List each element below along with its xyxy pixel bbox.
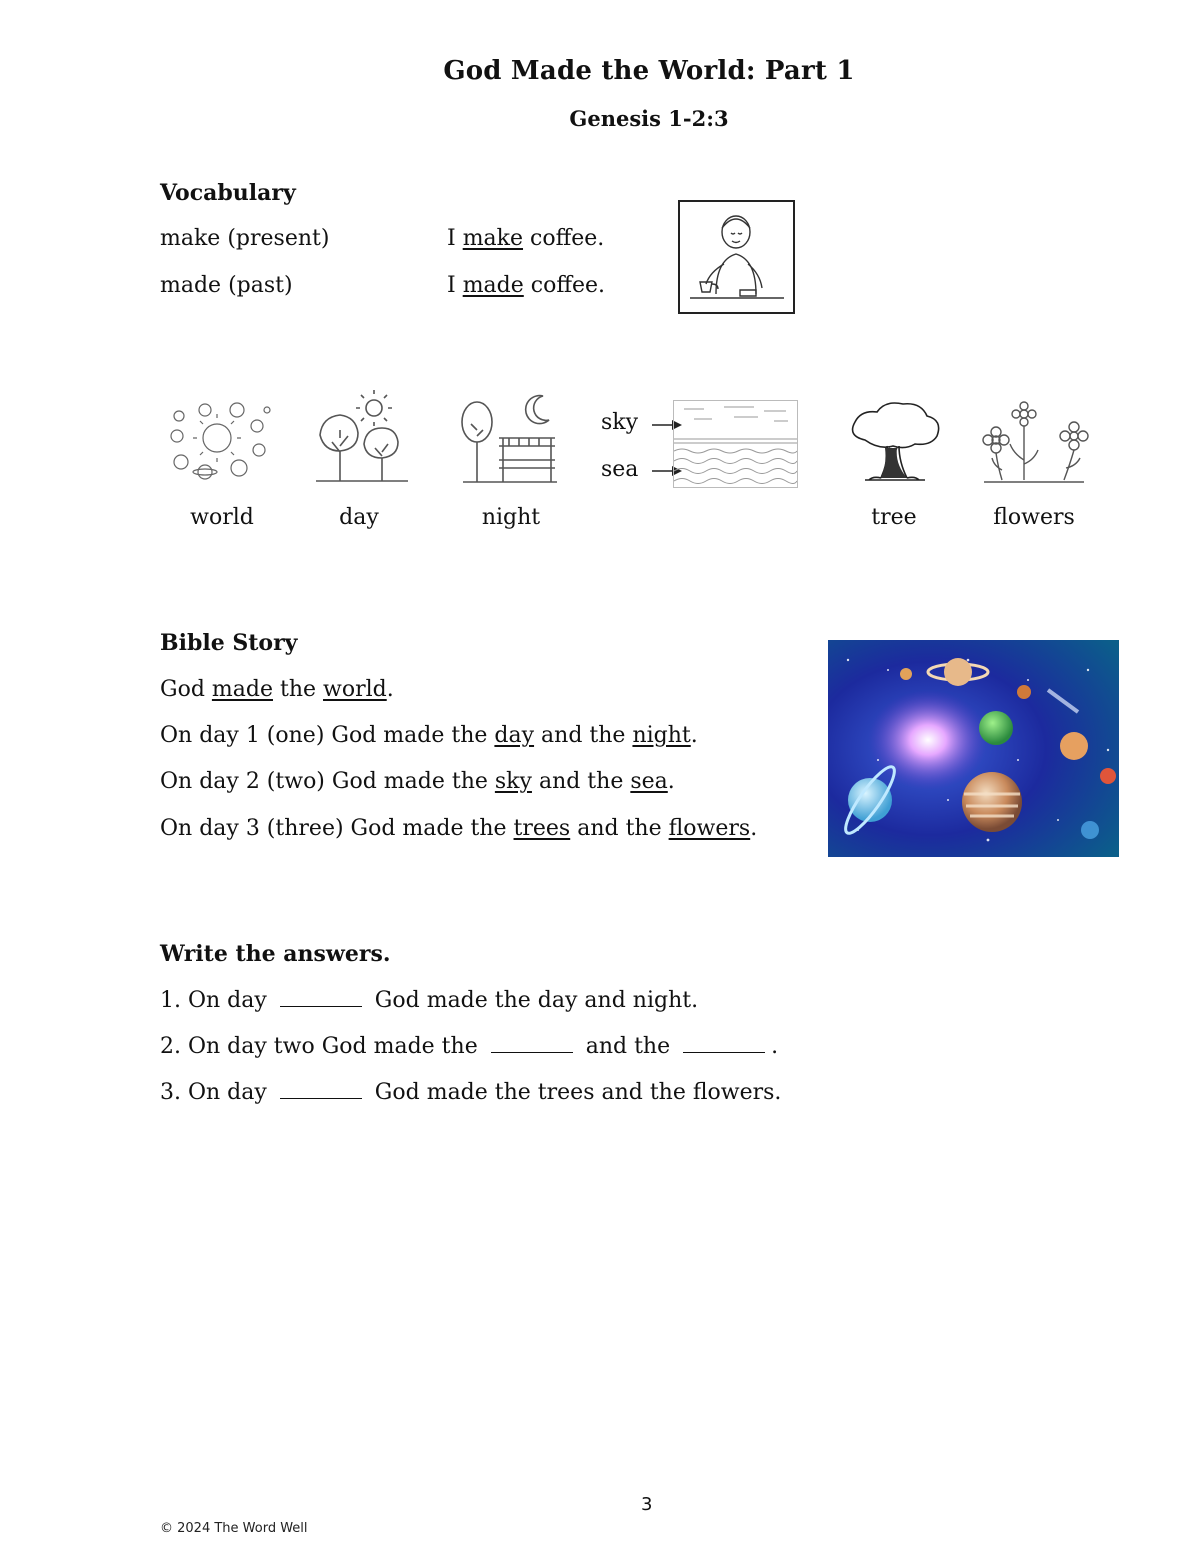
night-label: night [481,505,541,530]
answer-blank[interactable] [280,1097,362,1099]
night-icon [455,390,560,485]
day-icon [310,390,410,485]
story-line-2: On day 1 (one) God made the day and the night. [160,723,698,748]
question-3: 3. On day God made the trees and the flowers. [160,1080,782,1105]
bible-story-heading: Bible Story [160,630,298,656]
story-line-3: On day 2 (two) God made the sky and the sea. [160,769,675,794]
sky-sea-illustration [673,400,798,488]
vocabulary-heading: Vocabulary [160,180,296,206]
story-line-4: On day 3 (three) God made the trees and the flowers. [160,816,758,841]
page-number: 3 [641,1494,653,1515]
vocab-example-make: I make coffee. [447,226,605,251]
answer-blank[interactable] [280,1005,362,1007]
vocab-example-made: I made coffee. [447,273,606,298]
copyright-notice: © 2024 The Word Well [160,1521,308,1536]
flowers-label: flowers [993,505,1075,530]
story-line-1: God made the world. [160,677,394,702]
day-label: day [339,505,379,530]
answer-blank[interactable] [683,1051,765,1053]
vocab-term-made: made (past) [160,273,293,298]
page-subtitle: Genesis 1-2:3 [569,106,729,131]
sea-label: sea [601,457,639,482]
question-2: 2. On day two God made the and the . [160,1034,779,1059]
question-1: 1. On day God made the day and night. [160,988,699,1013]
vocab-term-make: make (present) [160,226,330,251]
exercise-heading: Write the answers. [160,941,391,967]
world-icon [165,398,275,488]
page-title: God Made the World: Part 1 [443,56,855,86]
flowers-icon [978,400,1090,488]
woman-making-coffee-illustration [678,200,795,314]
answer-blank[interactable] [491,1051,573,1053]
tree-icon [845,400,943,488]
sky-label: sky [601,410,639,435]
solar-system-image [828,640,1119,857]
world-label: world [190,505,254,530]
tree-label: tree [871,505,917,530]
